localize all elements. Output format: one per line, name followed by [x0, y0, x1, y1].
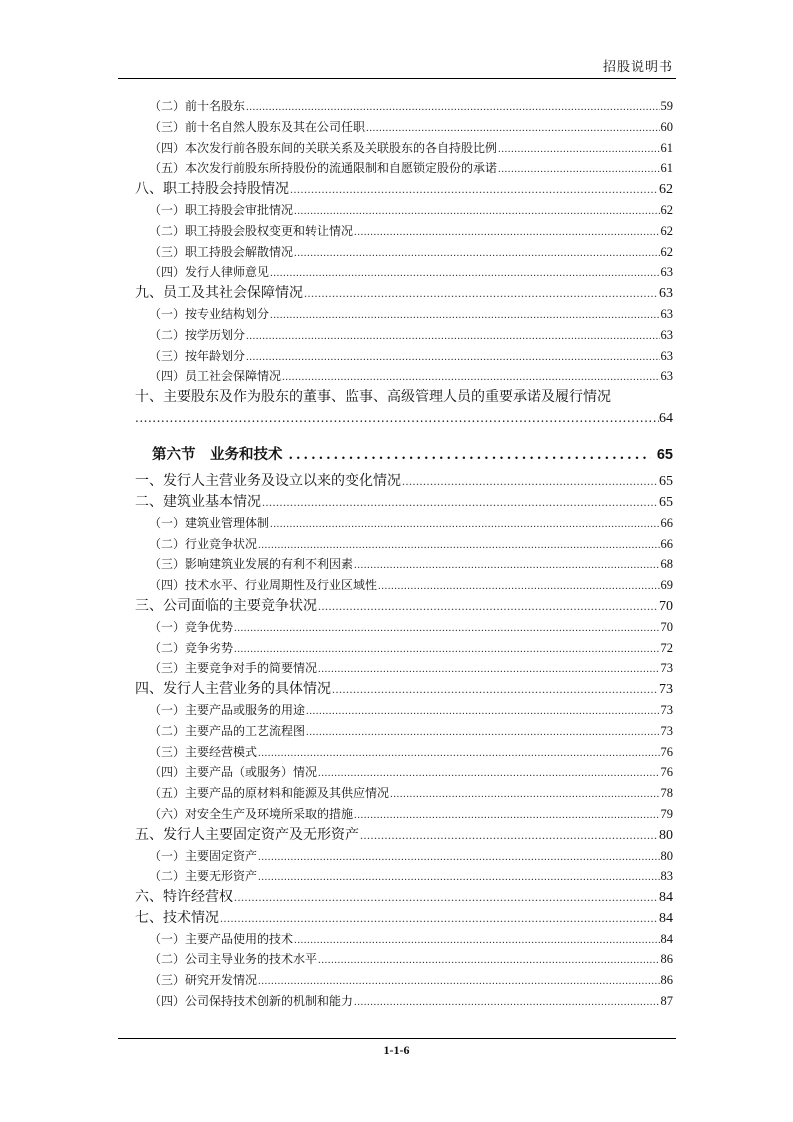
toc-entry-label: （二）公司主导业务的技术水平: [149, 952, 318, 967]
toc-section-heading[interactable]: [135, 439, 673, 471]
toc-entry[interactable]: [135, 617, 673, 638]
toc-entry-label: （三）主要经营模式: [149, 744, 258, 759]
toc-leader-dots: [304, 283, 658, 304]
toc-leader-dots: [498, 159, 659, 180]
toc-entry-label: （二）按学历划分: [149, 327, 246, 342]
toc-entry[interactable]: [135, 325, 673, 346]
toc-leader-dots: [246, 347, 659, 368]
toc-entry-label: 二、建筑业基本情况: [135, 493, 261, 510]
toc-entry-label: （三）按年龄划分: [149, 348, 246, 363]
toc-leader-dots: [258, 847, 659, 868]
toc-leader-dots: [366, 118, 659, 139]
toc-leader-dots: [258, 535, 659, 556]
toc-entry-label: （一）按专业结构划分: [149, 306, 270, 321]
toc-group-bottom: [135, 471, 673, 1012]
toc-entry[interactable]: [135, 96, 673, 117]
toc-leader-dots: [354, 805, 659, 826]
toc-entry-page: 73: [660, 702, 673, 717]
toc-entry-label: （四）员工社会保障情况: [149, 369, 282, 384]
toc-entry-page: 63: [659, 286, 673, 302]
toc-entry[interactable]: [135, 908, 673, 929]
toc-entry[interactable]: [135, 887, 673, 908]
toc-leader-dots: [354, 555, 659, 576]
toc-leader-dots: [390, 784, 659, 805]
toc-entry-label: （四）技术水平、行业周期性及行业区域性: [149, 578, 378, 593]
toc-entry-label: （三）研究开发情况: [149, 973, 258, 988]
toc-entry-page: 66: [660, 536, 673, 551]
toc-entry-label: （二）主要产品的工艺流程图: [149, 723, 306, 738]
toc-entry-page: 80: [660, 848, 673, 863]
toc-entry[interactable]: [135, 262, 673, 283]
toc-leader-dots: [402, 471, 658, 492]
toc-entry-label: （三）职工持股会解散情况: [149, 244, 294, 259]
header-divider: [118, 78, 676, 79]
toc-leader-dots: [294, 243, 659, 264]
toc-entry[interactable]: [135, 638, 673, 659]
toc-leader-dots: [318, 763, 659, 784]
toc-entry-page: 76: [660, 744, 673, 759]
toc-entry-page: 84: [659, 910, 673, 926]
toc-entry[interactable]: [135, 346, 673, 367]
toc-entry-label: 八、职工持股会持股情况: [135, 181, 289, 198]
toc-entry[interactable]: [135, 554, 673, 575]
toc-entry-page: 83: [660, 869, 673, 884]
toc-entry-label: 六、特许经营权: [135, 889, 233, 906]
toc-entry[interactable]: [135, 366, 673, 387]
toc-entry[interactable]: [135, 762, 673, 783]
toc-leader-dots: [258, 867, 659, 888]
toc-entry[interactable]: [135, 471, 673, 492]
toc-entry-label: （五）本次发行前股东所持股份的流通限制和自愿锁定股份的承诺: [149, 161, 498, 176]
toc-entry-label: （四）主要产品（或服务）情况: [149, 765, 318, 780]
toc-leader-dots: [318, 596, 658, 617]
toc-entry[interactable]: [135, 138, 673, 159]
toc-entry-label: （五）主要产品的原材料和能源及其供应情况: [149, 786, 390, 801]
toc-leader-dots: [262, 492, 658, 513]
toc-leader-dots: [270, 514, 659, 535]
toc-leader-dots: [282, 367, 659, 388]
toc-entry-page: 62: [660, 202, 673, 217]
toc-entry-page: 78: [660, 786, 673, 801]
toc-leader-dots: [258, 971, 659, 992]
toc-entry[interactable]: [135, 242, 673, 263]
toc-leader-dots: [234, 887, 658, 908]
toc-entry-label: （二）职工持股会股权变更和转让情况: [149, 223, 354, 238]
toc-entry-label: （四）本次发行前各股东间的关联关系及关联股东的各自持股比例: [149, 140, 498, 155]
toc-entry-page: 63: [660, 327, 673, 342]
toc-leader-dots: [354, 992, 659, 1013]
footer-divider: [118, 1038, 676, 1039]
toc-entry-label: （一）主要产品或服务的用途: [149, 702, 306, 717]
toc-leader-dots: [378, 576, 659, 597]
toc-leader-dots: [332, 679, 658, 700]
toc-entry-label: （三）影响建筑业发展的有利不利因素: [149, 557, 354, 572]
toc-entry[interactable]: [135, 991, 673, 1012]
toc-entry[interactable]: [135, 117, 673, 138]
toc-entry[interactable]: [135, 575, 673, 596]
toc-entry[interactable]: [135, 534, 673, 555]
toc-entry-page: 62: [659, 182, 673, 198]
toc-leader-dots: [258, 743, 659, 764]
toc-entry[interactable]: [135, 783, 673, 804]
toc-entry[interactable]: [135, 804, 673, 825]
toc-entry-page: 86: [660, 973, 673, 988]
toc-entry[interactable]: [135, 304, 673, 325]
toc-leader-dots: [498, 139, 659, 160]
page-number: 1-1-6: [383, 1043, 410, 1057]
toc-leader-dots: [270, 305, 659, 326]
toc-entry-label: （二）主要无形资产: [149, 869, 258, 884]
toc-entry-label: （一）主要固定资产: [149, 848, 258, 863]
toc-leader-dots: [294, 201, 659, 222]
toc-leader-dots: [289, 440, 651, 472]
toc-entry-page: 73: [660, 723, 673, 738]
toc-entry-page: 61: [660, 140, 673, 155]
toc-entry-label: （三）前十名自然人股东及其在公司任职: [149, 119, 366, 134]
toc-leader-dots: [234, 618, 659, 639]
toc-entry-label: （四）公司保持技术创新的机制和能力: [149, 994, 354, 1009]
toc-entry-page: 84: [659, 890, 673, 906]
toc-entry-label: （一）竞争优势: [149, 619, 234, 634]
toc-entry-page: 63: [660, 265, 673, 280]
table-of-contents: [135, 96, 673, 1012]
toc-section-label: 第六节 业务和技术: [152, 446, 283, 464]
toc-leader-dots: [246, 97, 659, 118]
toc-entry[interactable]: [135, 283, 673, 304]
toc-leader-dots: [135, 407, 659, 429]
toc-entry-page: 66: [660, 515, 673, 530]
toc-entry-wrapped[interactable]: [135, 387, 673, 429]
document-title: 招股说明书: [602, 60, 673, 75]
toc-entry[interactable]: [135, 179, 673, 200]
toc-entry-label: （六）对安全生产及环境所采取的措施: [149, 806, 354, 821]
toc-entry-page: 70: [659, 598, 673, 614]
toc-leader-dots: [306, 722, 659, 743]
toc-leader-dots: [290, 179, 658, 200]
toc-entry-page: 73: [660, 661, 673, 676]
toc-entry-page: 84: [660, 931, 673, 946]
toc-leader-dots: [318, 950, 659, 971]
toc-leader-dots: [318, 659, 659, 680]
toc-entry-page: 63: [660, 369, 673, 384]
toc-entry-page: 86: [660, 952, 673, 967]
toc-leader-dots: [360, 825, 658, 846]
toc-leader-dots: [306, 701, 659, 722]
toc-entry[interactable]: [135, 846, 673, 867]
toc-entry-page: 87: [660, 994, 673, 1009]
toc-leader-dots: [246, 326, 659, 347]
toc-entry-page: 73: [659, 682, 673, 698]
toc-entry-label: 十、主要股东及作为股东的董事、监事、高级管理人员的重要承诺及履行情况: [135, 389, 611, 406]
toc-entry-page: 64: [659, 411, 673, 427]
toc-entry-label: （二）前十名股东: [149, 99, 246, 113]
toc-entry[interactable]: [135, 866, 673, 887]
toc-entry-label: 四、发行人主营业务的具体情况: [135, 681, 331, 698]
toc-entry-page: 72: [660, 640, 673, 655]
toc-section-page: 65: [656, 447, 673, 464]
toc-group-top: [135, 96, 673, 387]
toc-entry-label: 一、发行人主营业务及设立以来的变化情况: [135, 473, 401, 490]
toc-entry-page: 80: [659, 827, 673, 843]
toc-entry-page: 63: [660, 348, 673, 363]
toc-entry[interactable]: [135, 700, 673, 721]
toc-entry-label: （四）发行人律师意见: [149, 265, 270, 280]
toc-entry[interactable]: [135, 200, 673, 221]
toc-entry-label: （一）主要产品使用的技术: [149, 931, 294, 946]
toc-entry-label: 九、员工及其社会保障情况: [135, 285, 303, 302]
toc-entry-label: （二）行业竞争状况: [149, 536, 258, 551]
toc-entry-page: 70: [660, 619, 673, 634]
toc-entry[interactable]: [135, 949, 673, 970]
toc-entry-page: 61: [660, 161, 673, 176]
toc-leader-dots: [294, 930, 659, 951]
toc-entry-label: （一）职工持股会审批情况: [149, 202, 294, 217]
toc-entry-page: 60: [660, 119, 673, 134]
toc-entry[interactable]: [135, 825, 673, 846]
toc-entry-page: 62: [660, 223, 673, 238]
toc-entry[interactable]: [135, 492, 673, 513]
toc-entry[interactable]: [135, 970, 673, 991]
toc-entry[interactable]: [135, 158, 673, 179]
toc-entry[interactable]: [135, 513, 673, 534]
toc-entry-page: 68: [660, 557, 673, 572]
toc-entry-page: 63: [660, 306, 673, 321]
toc-entry[interactable]: [135, 221, 673, 242]
toc-entry-page: 65: [659, 474, 673, 490]
toc-leader-dots: [220, 908, 658, 929]
toc-entry[interactable]: [135, 929, 673, 950]
toc-entry[interactable]: [135, 658, 673, 679]
toc-entry[interactable]: [135, 742, 673, 763]
toc-entry-page: 79: [660, 806, 673, 821]
toc-entry[interactable]: [135, 721, 673, 742]
toc-entry[interactable]: [135, 596, 673, 617]
toc-entry-label: （二）竞争劣势: [149, 640, 234, 655]
toc-entry-page: 76: [660, 765, 673, 780]
toc-leader-dots: [270, 263, 659, 284]
toc-entry[interactable]: [135, 679, 673, 700]
toc-entry-label: （三）主要竞争对手的简要情况: [149, 661, 318, 676]
toc-entry-page: 59: [660, 99, 673, 113]
toc-entry-label: （一）建筑业管理体制: [149, 515, 270, 530]
toc-entry-page: 69: [660, 578, 673, 593]
toc-leader-dots: [234, 639, 659, 660]
toc-entry-page: 62: [660, 244, 673, 259]
toc-entry-page: 65: [659, 494, 673, 510]
toc-entry-label: 三、公司面临的主要竞争状况: [135, 597, 317, 614]
toc-entry-label: 七、技术情况: [135, 909, 219, 926]
toc-leader-dots: [354, 222, 659, 243]
toc-entry-label: 五、发行人主要固定资产及无形资产: [135, 826, 359, 843]
